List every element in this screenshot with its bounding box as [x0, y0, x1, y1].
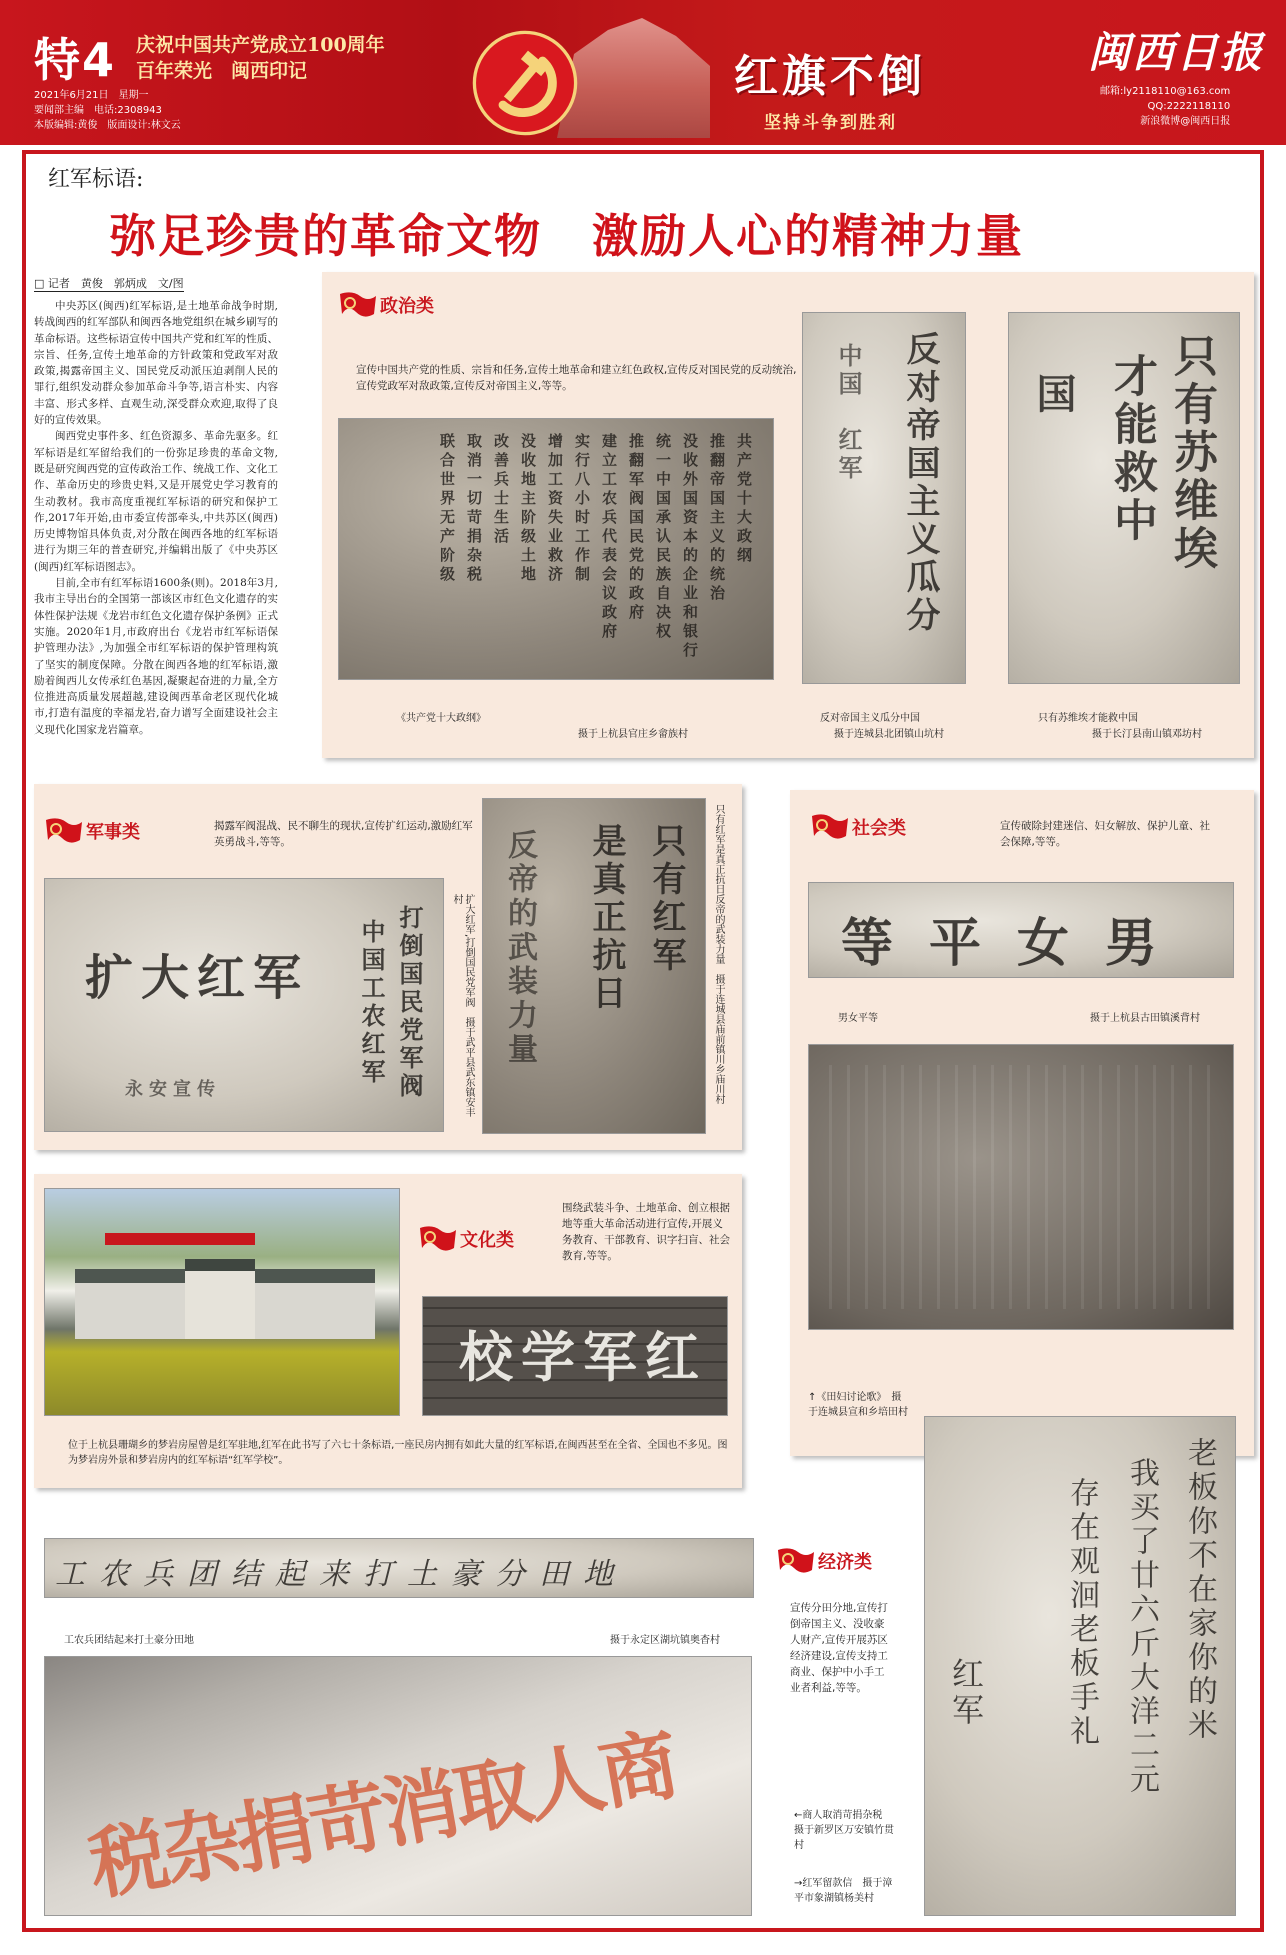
- subtitle-line1: 庆祝中国共产党成立100周年: [136, 34, 385, 56]
- red-flag-icon: [44, 816, 84, 846]
- photo-ten-programs: 共产党十大政纲 推翻帝国主义的统治 没收外国资本的企业和银行 统一中国承认民族自决权 推翻军阀国民党的政府 建立工农兵代表会议政府 实行八小时工作制 增加工资失业救济 没收地主阶级土地 改善兵士生活 取消一切苛捐杂税 联合世界无产阶级: [338, 418, 774, 680]
- political-tag: [338, 290, 434, 320]
- military-section: [34, 784, 742, 1150]
- culture-caption: 位于上杭县珊瑚乡的梦岩房屋曾是红军驻地,红军在此书写了六七十条标语,一座民房内拥有如此大量的红军标语,在闽西甚至在全省、全国也不多见。图为梦岩房外景和梦岩房内的红军标语“红军学校”。: [68, 1440, 728, 1466]
- article-body: [34, 298, 278, 738]
- paragraph: 闽西党史事件多、红色资源多、革命先驱多。红军标语是红军留给我们的一份弥足珍贵的革命文物,既是研究闽西党的宣传政治工作、统战工作、文化工作、革命历史的珍贵史料,又是开展党史学习教育的生动教材。我市高度重视红军标语的研究和保护工作,2017年开始,由市委宣传部牵头,中共苏区(闽西)历史博物馆具体负责,对分散在闽西各地的红军标语进行为期三年的普查研究,并编辑出版了《中央苏区(闽西)红军标语图志》。: [34, 430, 278, 573]
- page-marker: 特4: [34, 33, 117, 87]
- subtitle-line2: 百年荣光 闽西印记: [136, 60, 308, 82]
- contact-qq: QQ:2222118110: [1147, 101, 1231, 112]
- contact-email: 邮箱:ly2118110@163.com: [1100, 86, 1231, 97]
- headline-part2: 激励人心的精神力量: [592, 209, 1024, 263]
- political-desc: 宣传中国共产党的性质、宗旨和任务,宣传土地革命和建立红色政权,宣传反对国民党的反动统治,宣传党政军对敌政策,宣传反对帝国主义,等等。: [356, 364, 797, 392]
- culture-section: [34, 1174, 742, 1488]
- contact-info: [1100, 84, 1230, 129]
- economy-desc: 宣传分田分地,宣传打倒帝国主义、没收豪人财产,宣传开展苏区经济建设,宣传支持工商业、保护中小手工业者利益,等等。: [790, 1602, 888, 1694]
- caption-anti-imperialism: 反对帝国主义瓜分中国: [820, 713, 920, 724]
- meta-design: 本版编辑:黄俊 版面设计:林文云: [34, 120, 181, 131]
- caption-field-women-song: ↑《田妇讨论歌》 摄于连城县宣和乡培田村: [808, 1392, 908, 1418]
- newspaper-logo: 闽西日报: [1088, 28, 1265, 77]
- byline: □ 记者 黄俊 郭炳成 文/图: [34, 277, 184, 290]
- photo-red-army-school: 红军学校: [422, 1296, 728, 1416]
- photo-soviet-saves-china: 只有苏维埃 才能救中 国: [1008, 312, 1240, 684]
- article-headline: [110, 200, 1024, 266]
- caption-workers-unite: 工农兵团结起来打土豪分田地: [64, 1635, 194, 1646]
- culture-desc: 围绕武装斗争、土地革命、创立根据地等重大革命活动进行宣传,开展义务教育、干部教育、识字扫盲、社会教育,等等。: [562, 1202, 730, 1262]
- caption-anti-imperialism-location: 摄于连城县北团镇山坑村: [834, 729, 944, 740]
- caption-payment-letter: →红军留款信 摄于漳平市象湖镇杨美村: [794, 1878, 893, 1904]
- caption-soviet-saves-china-location: 摄于长汀县南山镇邓坊村: [1092, 729, 1202, 740]
- economy-tag-label: 经济类: [818, 1552, 872, 1573]
- masthead: [0, 0, 1286, 145]
- party-emblem-monument: [470, 18, 720, 138]
- photo-expand-red-army: 扩大红军 打倒国民党军阀 中国工农红军 永安宣传: [44, 878, 444, 1132]
- banner-title: 红旗不倒: [734, 51, 926, 102]
- red-flag-icon: [776, 1546, 816, 1576]
- photo-field-women-song: [808, 1044, 1234, 1330]
- economy-tag: [776, 1546, 872, 1576]
- caption-ten-programs-location: 摄于上杭县官庄乡畲族村: [578, 729, 688, 740]
- photo-anti-japanese-force: 只有红军 是真正抗日 反帝的武装力量: [482, 798, 706, 1134]
- caption-soviet-saves-china: 只有苏维埃才能救中国: [1038, 713, 1138, 724]
- paragraph: 中央苏区(闽西)红军标语,是土地革命战争时期,转战闽西的红军部队和闽西各地党组织在城乡刷写的革命标语。这些标语宣传中国共产党和红军的性质、宗旨、任务,宣传土地革命的方针政策和党政军对敌政策,揭露帝国主义、国民党反动派压迫剥削人民的罪行,组织发动群众参加革命斗争等,语言朴实、内容丰富、形式多样、直观生动,深受群众欢迎,取得了良好的宣传效果。: [34, 300, 278, 427]
- article-kicker: 红军标语:: [48, 167, 144, 192]
- meta-editor: 要闻部主编 电话:2308943: [34, 105, 162, 116]
- hammer-sickle-icon: [470, 28, 580, 138]
- headline-part1: 弥足珍贵的革命文物: [110, 209, 542, 263]
- red-flag-icon: [418, 1224, 458, 1254]
- red-flag-icon: [810, 812, 850, 842]
- political-section: [322, 272, 1254, 758]
- political-tag-label: 政治类: [380, 296, 434, 317]
- paragraph: 目前,全市有红军标语1600条(则)。2018年3月,我市主导出台的全国第一部该区市红色文化遗存的实体性保护法规《龙岩市红色文化遗存保护条例》正式实施。2020年1月,市政府出台《龙岩市红军标语保护管理办法》,为加强全市红军标语的保护管理构筑了坚实的制度保障。分散在闽西各地的红军标语,激励着闽西儿女传承红色基因,凝聚起奋进的力量,全方位推进高质量发展超越,建设闽西革命老区现代化城市,打造有温度的幸福龙岩,奋力谱写全面建设社会主义现代化国家龙岩篇章。: [34, 577, 278, 736]
- photo-anti-imperialism: 反对帝国主义瓜分 中国 红军: [802, 312, 966, 684]
- caption-merchants-tax: ←商人取消苛捐杂税 摄于新罗区万安镇竹贯村: [794, 1810, 894, 1851]
- military-tag: [44, 816, 140, 846]
- caption-gender-equality: 男女平等: [838, 1013, 878, 1024]
- caption-anti-japanese-force: 只有红军是真正抗日反帝的武装力量 摄于连城县庙前镇川乡庙川村: [713, 804, 724, 1104]
- caption-ten-programs: 《共产党十大政纲》: [396, 713, 486, 724]
- social-tag-label: 社会类: [852, 818, 906, 839]
- photo-merchants-tax: 商人取消苛捐杂税: [44, 1656, 752, 1916]
- banner-subtitle: 坚持斗争到胜利: [764, 113, 897, 133]
- photo-payment-letter: 老板你不在家你的米 我买了廿六斤大洋二元 存在观洄老板手礼 红军: [924, 1416, 1236, 1916]
- culture-tag-label: 文化类: [460, 1230, 514, 1251]
- contact-weibo: 新浪微博@闽西日报: [1140, 116, 1231, 127]
- caption-gender-equality-location: 摄于上杭县古田镇溪背村: [1090, 1013, 1200, 1024]
- page-meta: [34, 88, 181, 133]
- meta-date: 2021年6月21日 星期一: [34, 90, 149, 101]
- military-desc: 揭露军阀混战、民不聊生的现状,宣传扩红运动,激励红军英勇战斗,等等。: [214, 820, 473, 848]
- newspaper-logo-area: [1088, 20, 1265, 127]
- banner: [734, 40, 926, 133]
- photo-gender-equality: 男女平等: [808, 882, 1234, 978]
- photo-mengyan-house: [44, 1188, 400, 1416]
- social-desc: 宣传破除封建迷信、妇女解放、保护儿童、社会保障,等等。: [1000, 820, 1210, 848]
- caption-expand-red-army: 扩大红军,打倒国民党军阀 摄于武平县武东镇安丰村: [451, 894, 474, 1118]
- red-flag-icon: [338, 290, 378, 320]
- military-tag-label: 军事类: [86, 822, 140, 843]
- social-section: [790, 790, 1254, 1456]
- culture-tag: [418, 1224, 514, 1254]
- caption-workers-unite-location: 摄于永定区湖坑镇奥杳村: [610, 1635, 720, 1646]
- photo-workers-unite: 工农兵团结起来打土豪分田地: [44, 1538, 754, 1598]
- social-tag: [810, 812, 906, 842]
